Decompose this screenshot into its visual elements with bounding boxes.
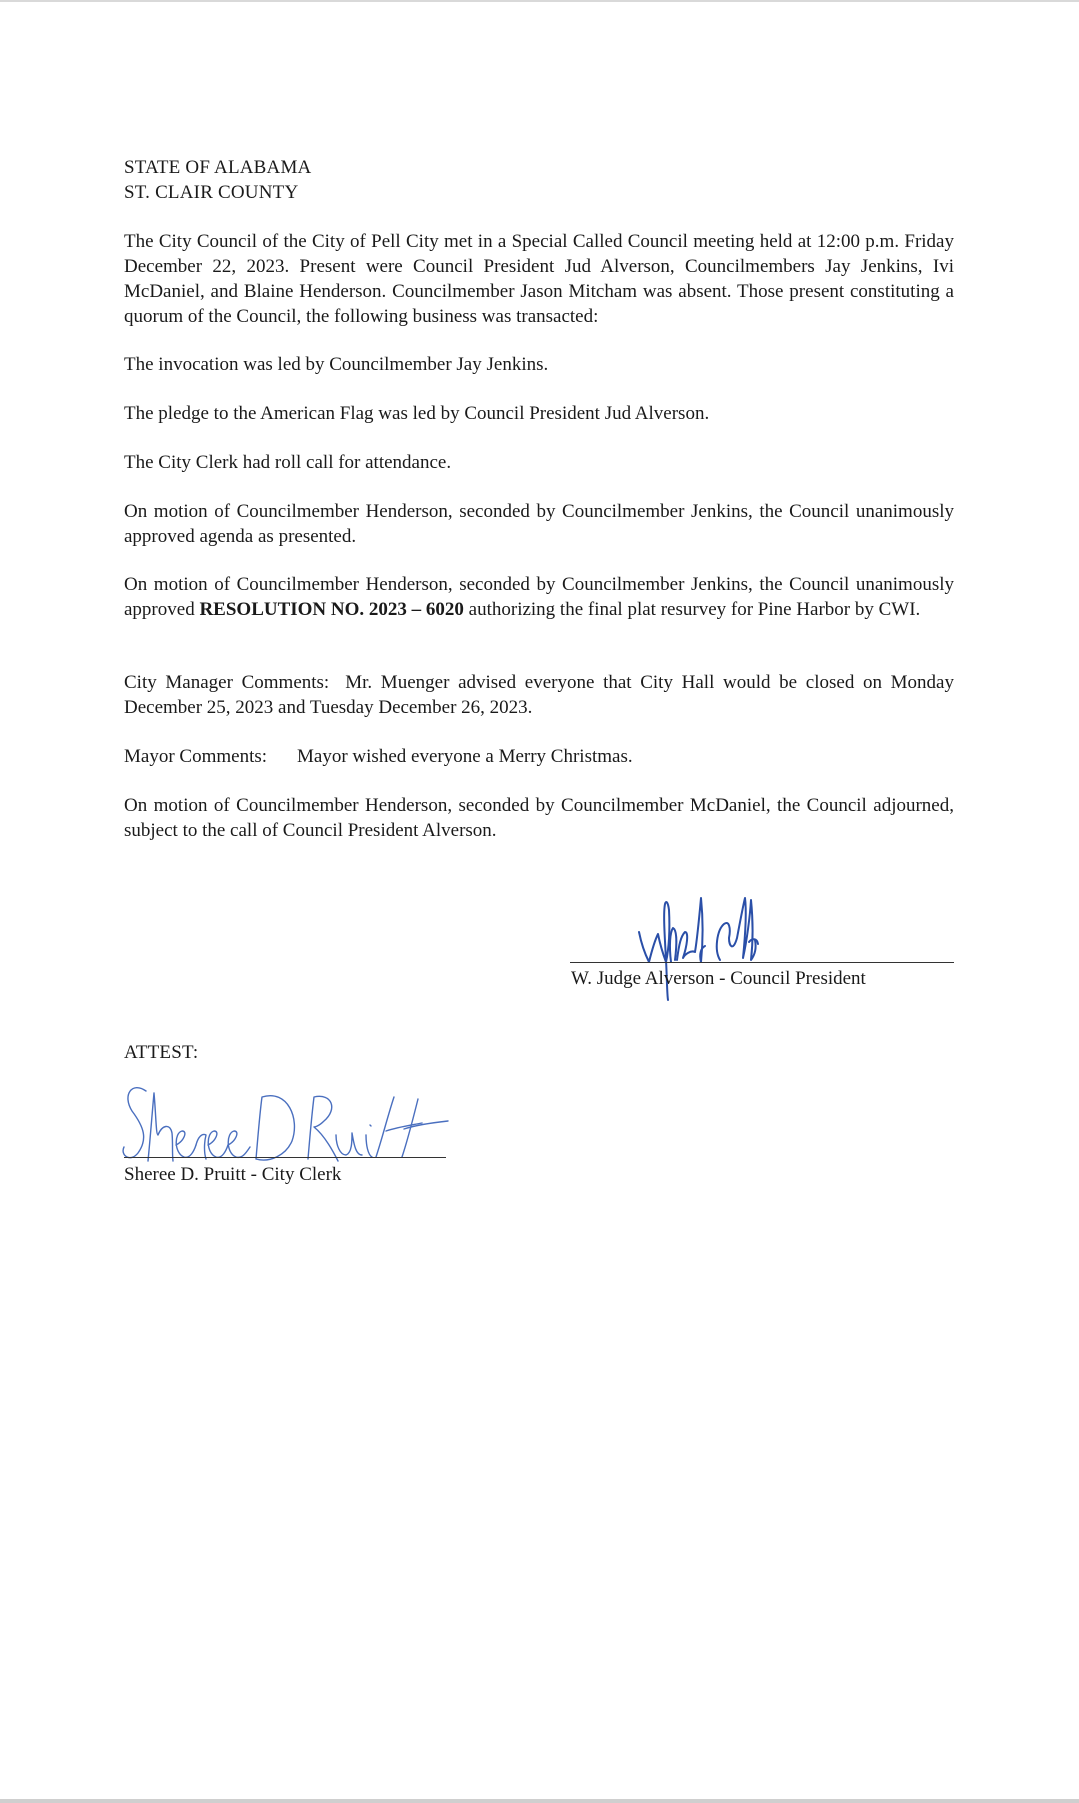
city-manager-block (124, 670, 954, 720)
county-heading: ST. CLAIR COUNTY (124, 182, 299, 203)
agenda-motion-paragraph: On motion of Councilmember Henderson, seconded by Councilmember Jenkins, the Council unanimously approved agenda as presented. (124, 501, 954, 547)
president-caption: W. Judge Alverson - Council President (571, 968, 866, 989)
president-signature-line (570, 962, 954, 963)
document-header (124, 155, 954, 205)
intro-paragraph: The City Council of the City of Pell City met in a Special Called Council meeting held at 12:00 p.m. Friday December 22, 2023. Present were Council President Jud Alverson, Councilmembers Jay Jenkins, Ivi McDaniel, and Blaine Henderson. Councilmember Jason Mitcham was absent. Those present constituting a quorum of the Council, the following business was transacted: (124, 231, 954, 327)
resolution-motion-lead-text: On motion of Councilmember Henderson, seconded by Councilmember Jenkins, the Council unanimously approved (124, 574, 954, 620)
attest-block (124, 1040, 954, 1065)
invocation-block (124, 352, 954, 377)
roll-call-block (124, 450, 954, 475)
city-manager-paragraph (124, 670, 954, 720)
mayor-label: Mayor Comments: (124, 746, 268, 767)
resolution-motion-block (124, 572, 954, 622)
city-manager-text: Mr. Muenger advised everyone that City Hall would be closed on Monday December 25, 2023 and Tuesday December 26, 2023. (124, 672, 954, 718)
clerk-caption: Sheree D. Pruitt - City Clerk (124, 1164, 342, 1185)
attest-label: ATTEST: (124, 1042, 199, 1063)
city-manager-label: City Manager Comments: (124, 672, 330, 693)
state-heading: STATE OF ALABAMA (124, 157, 312, 178)
roll-call-paragraph: The City Clerk had roll call for attendance. (124, 452, 452, 473)
adjourn-motion-paragraph: On motion of Councilmember Henderson, seconded by Councilmember McDaniel, the Council adjourned, subject to the call of Council President Alverson. (124, 795, 954, 841)
resolution-motion-paragraph (124, 572, 954, 622)
page-top-edge (0, 0, 1079, 2)
clerk-signature-ink (123, 1088, 448, 1161)
invocation-paragraph: The invocation was led by Councilmember Jay Jenkins. (124, 354, 549, 375)
resolution-motion-tail-text: authorizing the final plat resurvey for Pine Harbor by CWI. (463, 599, 921, 620)
intro-paragraph-block (124, 229, 954, 329)
pledge-block (124, 401, 954, 426)
page-bottom-edge (0, 1799, 1079, 1803)
adjourn-motion-block (124, 793, 954, 843)
mayor-paragraph (124, 744, 954, 769)
mayor-block (124, 744, 954, 769)
pledge-paragraph: The pledge to the American Flag was led by Council President Jud Alverson. (124, 403, 710, 424)
clerk-signature (118, 1075, 488, 1170)
resolution-number: RESOLUTION NO. 2023 – 6020 (199, 599, 464, 620)
agenda-motion-block (124, 499, 954, 549)
clerk-signature-line (124, 1157, 446, 1158)
mayor-text: Mayor wished everyone a Merry Christmas. (297, 746, 633, 767)
